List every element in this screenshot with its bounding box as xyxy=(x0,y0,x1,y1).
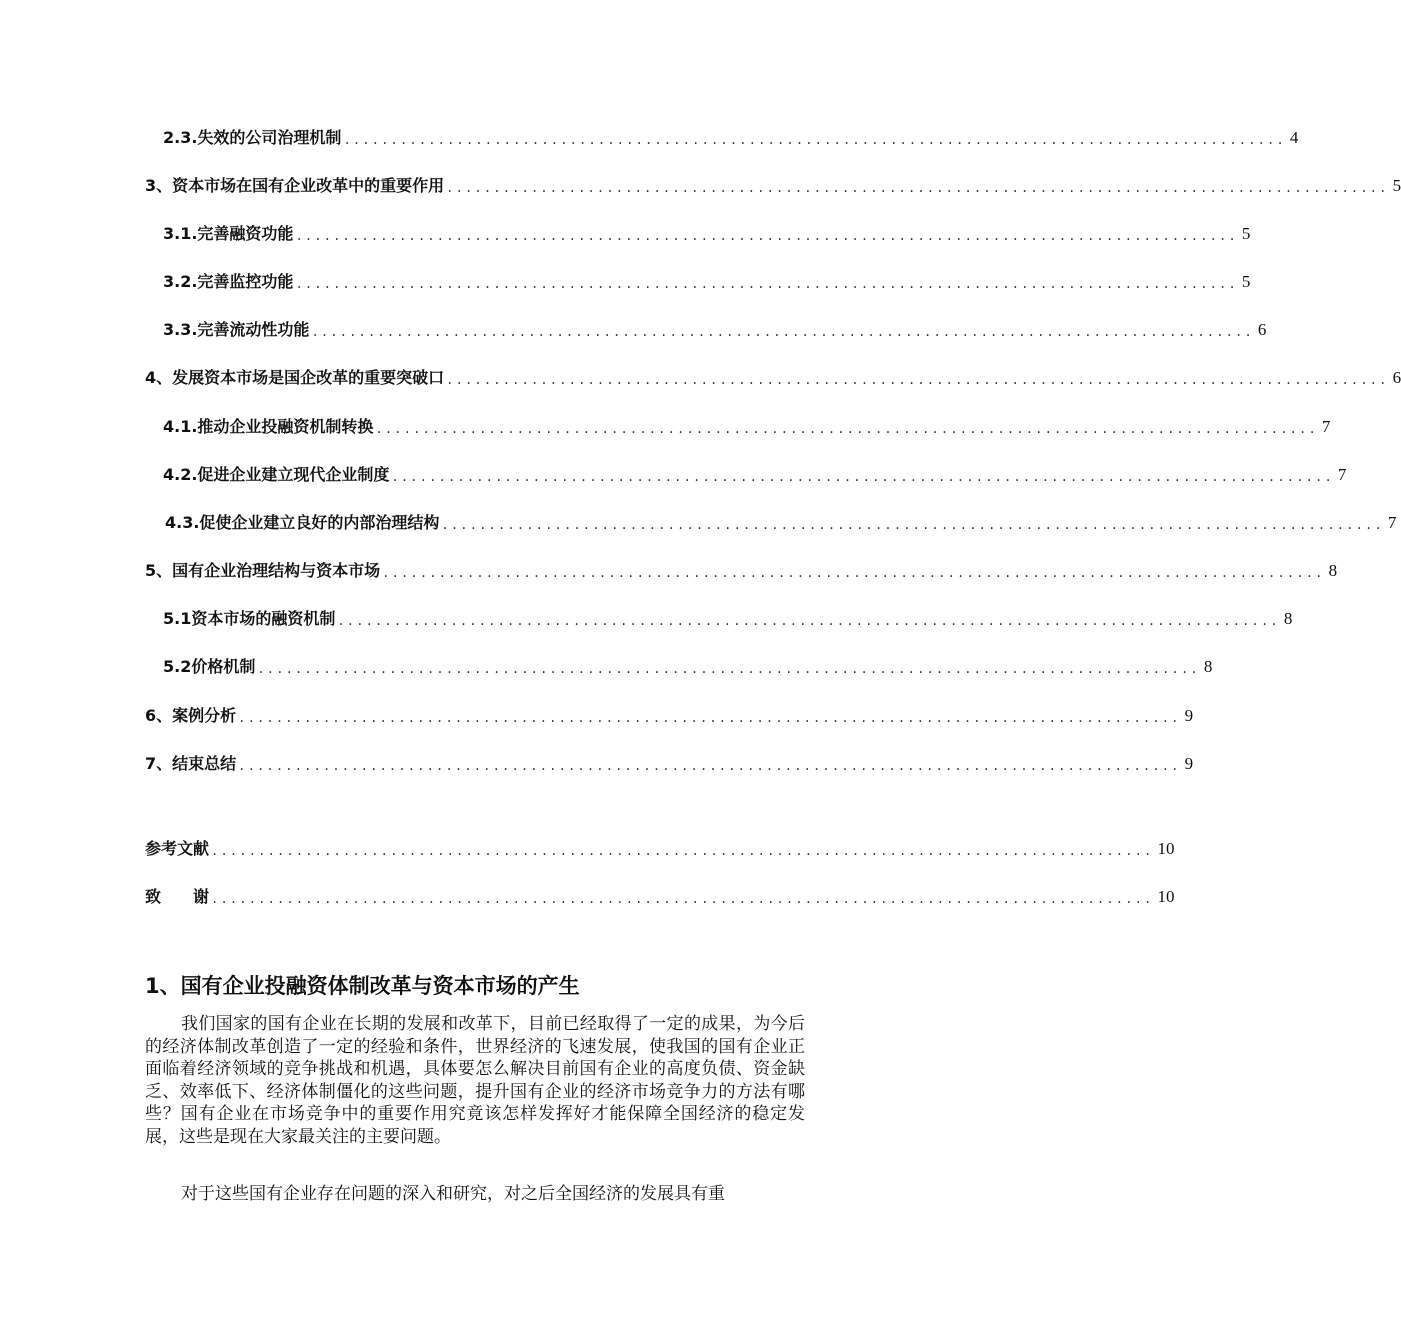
toc-entry[interactable] xyxy=(145,886,1175,908)
toc-entry-title: 6、案例分析 xyxy=(145,706,237,725)
toc-leader-dots: .................................................................................................... xyxy=(382,566,1325,580)
toc-entry[interactable] xyxy=(163,319,1267,341)
toc-entry-title: 3.1.完善融资功能 xyxy=(163,224,294,243)
toc-entry-title: 5.2价格机制 xyxy=(163,657,256,676)
toc-entry[interactable] xyxy=(145,753,1194,775)
toc-entry-title: 3、资本市场在国有企业改革中的重要作用 xyxy=(145,176,445,195)
toc-entry[interactable] xyxy=(163,656,1213,678)
toc-entry[interactable] xyxy=(163,464,1347,486)
toc-entry-page: 9 xyxy=(1184,754,1194,773)
toc-entry-page: 10 xyxy=(1157,839,1175,858)
toc-leader-dots: .................................................................................................... xyxy=(295,229,1238,243)
toc-leader-dots: .................................................................................................... xyxy=(295,277,1238,291)
toc-leader-dots: .................................................................................................... xyxy=(257,662,1200,676)
toc-entry[interactable] xyxy=(165,512,1397,534)
toc-entry-page: 6 xyxy=(1257,320,1267,339)
toc-entry-page: 4 xyxy=(1289,128,1299,147)
toc-leader-dots: .................................................................................................... xyxy=(375,422,1318,436)
toc-leader-dots: .................................................................................................... xyxy=(337,614,1280,628)
toc-entry-title: 5、国有企业治理结构与资本市场 xyxy=(145,561,381,580)
toc-entry-title: 4、发展资本市场是国企改革的重要突破口 xyxy=(145,368,445,387)
toc-entry-page: 6 xyxy=(1392,368,1401,387)
toc-entry-title: 参考文献 xyxy=(145,839,210,858)
toc-leader-dots: .................................................................................................... xyxy=(343,133,1286,147)
toc-entry-page: 8 xyxy=(1283,609,1293,628)
toc-entry-page: 8 xyxy=(1203,657,1213,676)
toc-leader-dots: .................................................................................................... xyxy=(441,518,1384,532)
toc-entry-page: 7 xyxy=(1337,465,1347,484)
toc-entry-page: 7 xyxy=(1387,513,1397,532)
toc-entry[interactable] xyxy=(163,223,1251,245)
toc-entry-page: 10 xyxy=(1157,887,1175,906)
toc-entry-title: 3.3.完善流动性功能 xyxy=(163,320,310,339)
toc-leader-dots: .................................................................................................... xyxy=(446,181,1389,195)
toc-leader-dots: .................................................................................................... xyxy=(211,892,1154,906)
toc-entry-title: 4.2.促进企业建立现代企业制度 xyxy=(163,465,390,484)
toc-entry-title: 7、结束总结 xyxy=(145,754,237,773)
toc-entry-page: 7 xyxy=(1321,417,1331,436)
toc-entry[interactable] xyxy=(145,560,1338,582)
toc-entry-title: 4.3.促使企业建立良好的内部治理结构 xyxy=(165,513,440,532)
toc-entry-page: 5 xyxy=(1392,176,1401,195)
toc-leader-dots: .................................................................................................... xyxy=(238,759,1181,773)
toc-entry-title: 5.1资本市场的融资机制 xyxy=(163,609,336,628)
toc-entry[interactable] xyxy=(163,416,1331,438)
toc-entry-title: 4.1.推动企业投融资机制转换 xyxy=(163,417,374,436)
toc-entry-title: 致 谢 xyxy=(145,887,210,906)
body-paragraph: 我们国家的国有企业在长期的发展和改革下，目前已经取得了一定的成果，为今后的经济体制改革创造了一定的经验和条件，世界经济的飞速发展，使我国的国有企业正面临着经济领域的竞争挑战和机遇，具体要怎么解决目前国有企业的高度负债、资金缺乏、效率低下、经济体制僵化的这些问题，提升国有企业的经济市场竞争力的方法有哪些？国有企业在市场竞争中的重要作用究竟该怎样发挥好才能保障全国经济的稳定发展，这些是现在大家最关注的主要问题。 xyxy=(145,1014,805,1147)
toc-leader-dots: .................................................................................................... xyxy=(238,711,1181,725)
toc-entry-page: 8 xyxy=(1328,561,1338,580)
body-paragraph: 对于这些国有企业存在问题的深入和研究，对之后全国经济的发展具有重 xyxy=(181,1184,725,1204)
toc-entry[interactable] xyxy=(145,705,1194,727)
toc-entry-page: 5 xyxy=(1241,224,1251,243)
toc-entry[interactable] xyxy=(163,127,1299,149)
toc-entry[interactable] xyxy=(163,271,1251,293)
toc-entry[interactable] xyxy=(145,838,1175,860)
toc-leader-dots: .................................................................................................... xyxy=(211,844,1154,858)
toc-leader-dots: .................................................................................................... xyxy=(446,373,1389,387)
toc-leader-dots: .................................................................................................... xyxy=(311,325,1254,339)
toc-entry[interactable] xyxy=(145,175,1401,197)
toc-entry-title: 3.2.完善监控功能 xyxy=(163,272,294,291)
toc-entry[interactable] xyxy=(163,608,1293,630)
toc-entry[interactable] xyxy=(145,367,1401,389)
toc-entry-title: 2.3.失效的公司治理机制 xyxy=(163,128,342,147)
toc-entry-page: 9 xyxy=(1184,706,1194,725)
toc-entry-page: 5 xyxy=(1241,272,1251,291)
toc-leader-dots: .................................................................................................... xyxy=(391,470,1334,484)
section-heading: 1、国有企业投融资体制改革与资本市场的产生 xyxy=(145,974,580,998)
